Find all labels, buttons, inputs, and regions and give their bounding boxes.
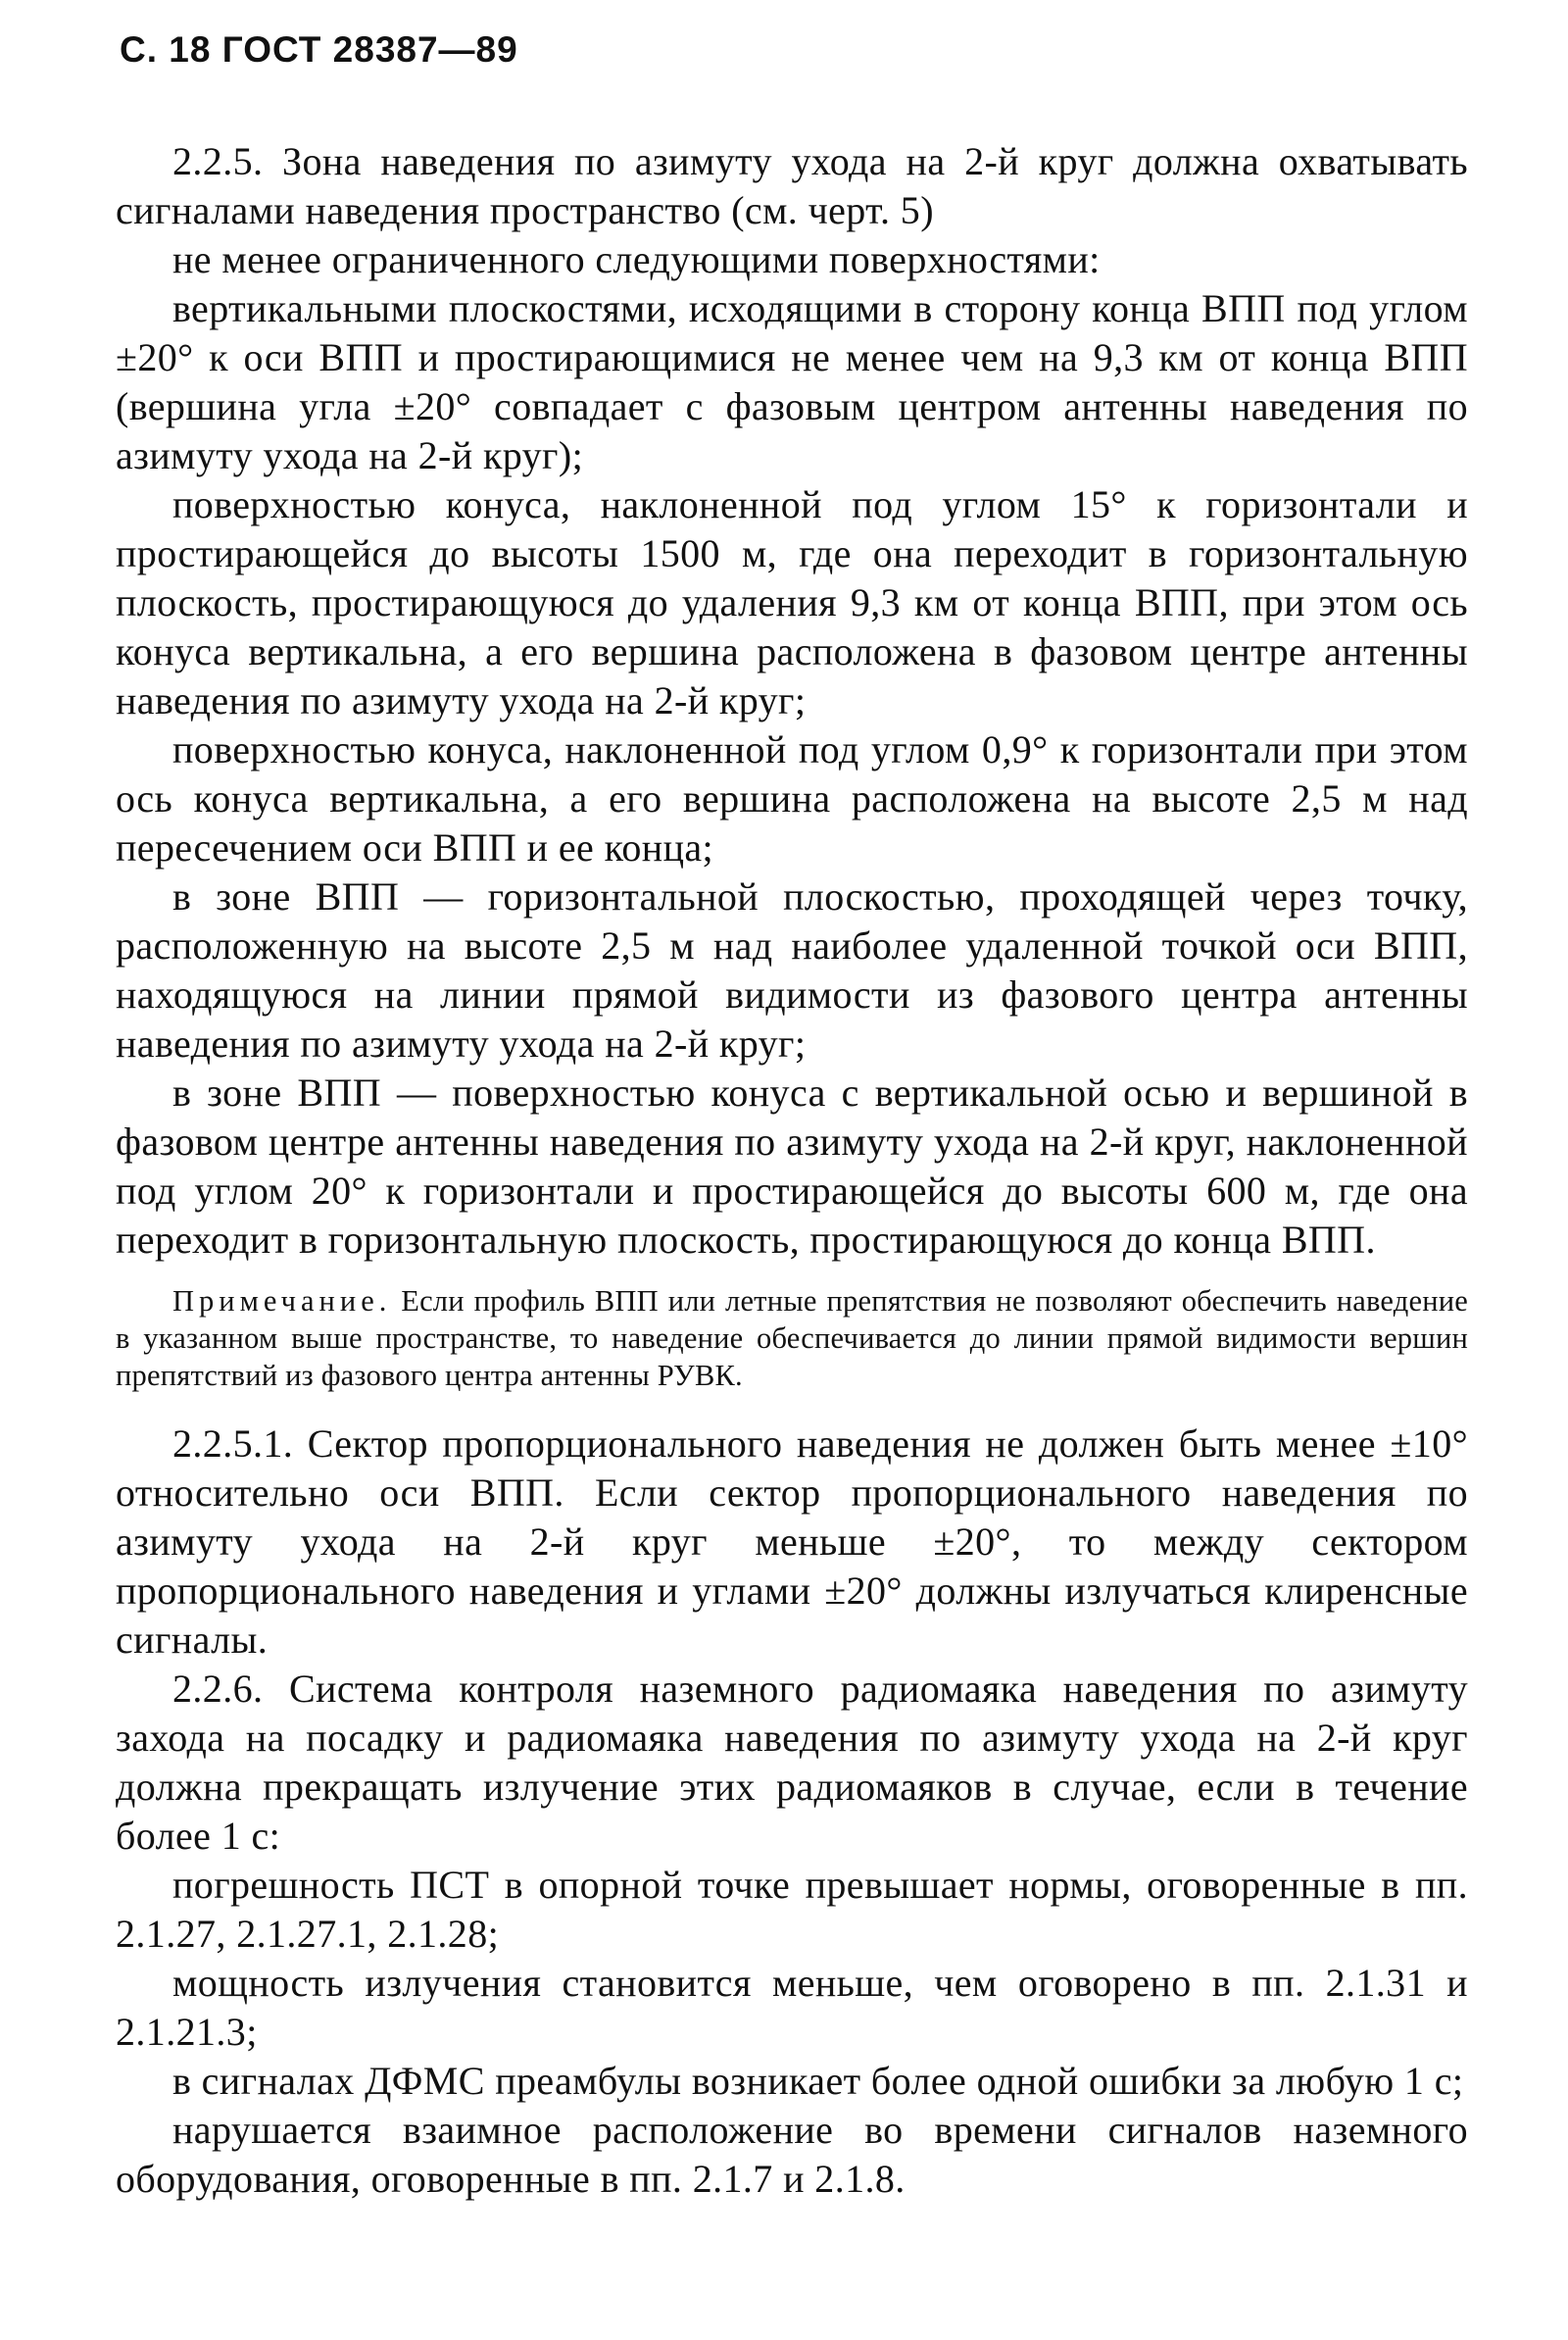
list-item-power: мощность излучения становится меньше, чем оговорено в пп. 2.1.31 и 2.1.21.3; xyxy=(116,1961,1468,2054)
list-item-cone-0-9: поверхностью конуса, наклоненной под углом 0,9° к горизонтали при этом ось конуса вертикальна, а его вершина расположена на высоте 2,5 м над пересечением оси ВПП и ее конца; xyxy=(116,727,1468,870)
note xyxy=(116,1282,1468,1394)
paragraph-2-2-6: 2.2.6. Система контроля наземного радиомаяка наведения по азимуту захода на посадку и радиомаяка наведения по азимуту ухода на 2-й круг должна прекращать излучение этих радиомаяков в случае, если в течение более 1 с: xyxy=(116,1667,1468,1858)
note-label: Примечание. xyxy=(172,1284,392,1318)
list-item-cone-15: поверхностью конуса, наклоненной под углом 15° к горизонтали и простирающейся до высоты 1500 м, где она переходит в горизонтальную плоскость, простирающуюся до удаления 9,3 км от конца ВПП, при этом ось конуса вертикальна, а его вершина расположена в фазовом центре антенны наведения по азимуту ухода на 2-й круг; xyxy=(116,482,1468,722)
paragraph-2-2-5-1: 2.2.5.1. Сектор пропорционального наведения не должен быть менее ±10° относительно оси ВПП. Если сектор пропорционального наведения по азимуту ухода на 2-й круг меньше ±20°, то между сектором пропорционального наведения и углами ±20° должны излучаться клиренсные сигналы. xyxy=(116,1421,1468,1662)
main-text xyxy=(116,137,1468,2204)
paragraph-intro-list: не менее ограниченного следующими поверхностями: xyxy=(172,237,1101,281)
list-item-timing: нарушается взаимное расположение во времени сигналов наземного оборудования, оговоренные в пп. 2.1.7 и 2.1.8. xyxy=(116,2108,1468,2201)
list-item-pst-error: погрешность ПСТ в опорной точке превышает нормы, оговоренные в пп. 2.1.27, 2.1.27.1, 2.1.28; xyxy=(116,1863,1468,1956)
page-header: С. 18 ГОСТ 28387—89 xyxy=(120,29,518,70)
paragraph-2-2-5: 2.2.5. Зона наведения по азимуту ухода на 2-й круг должна охватывать сигналами наведения пространство (см. черт. 5) xyxy=(116,139,1468,232)
list-item-dfms: в сигналах ДФМС преамбулы возникает более одной ошибки за любую 1 с; xyxy=(172,2059,1464,2103)
list-item-cone-20: в зоне ВПП — поверхностью конуса с вертикальной осью и вершиной в фазовом центре антенны наведения по азимуту ухода на 2-й круг, наклоненной под углом 20° к горизонтали и простирающейся до высоты 600 м, где она переходит в горизонтальную плоскость, простирающуюся до конца ВПП. xyxy=(116,1070,1468,1262)
document-page xyxy=(116,29,1468,2204)
note-text: Если профиль ВПП или летные препятствия не позволяют обеспечить наведение в указанном выше пространстве, то наведение обеспечивается до линии прямой видимости вершин препятствий из фазового центра антенны РУВК. xyxy=(116,1284,1469,1392)
list-item-vertical-planes: вертикальными плоскостями, исходящими в сторону конца ВПП под углом ±20° к оси ВПП и простирающимися не менее чем на 9,3 км от конца ВПП (вершина угла ±20° совпадает с фазовым центром антенны наведения по азимуту ухода на 2-й круг); xyxy=(116,286,1468,477)
list-item-horizontal-plane: в зоне ВПП — горизонтальной плоскостью, проходящей через точку, расположенную на высоте 2,5 м над наиболее удаленной точкой оси ВПП, находящуюся на линии прямой видимости из фазового центра антенны наведения по азимуту ухода на 2-й круг; xyxy=(116,874,1468,1066)
